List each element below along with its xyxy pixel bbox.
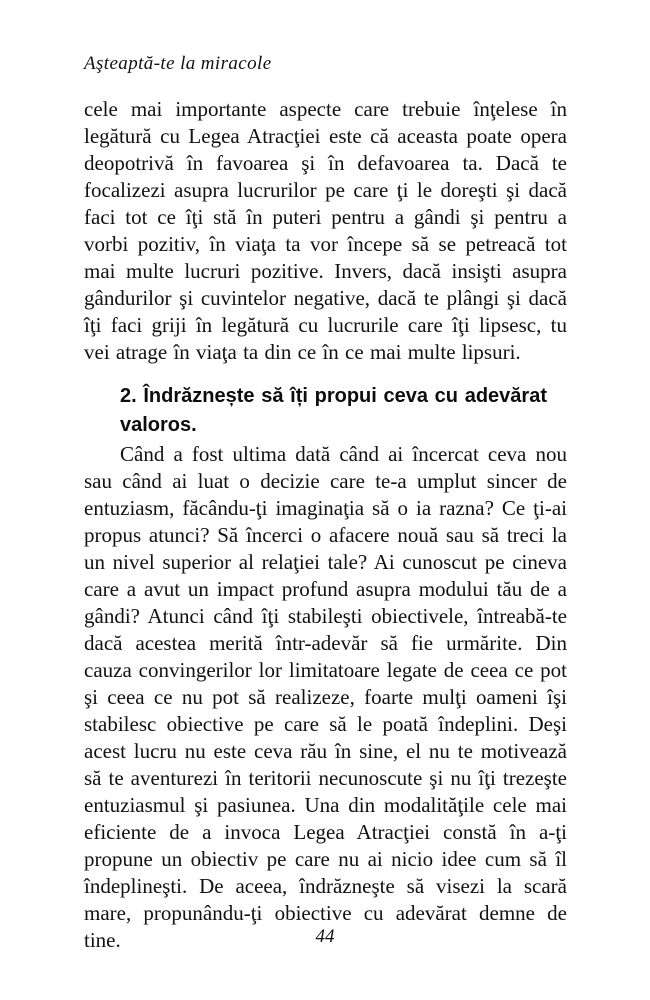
paragraph-continuation: cele mai importante aspecte care trebuie înţelese în legătură cu Legea Atracţiei este că aceasta poate opera deopotrivă în favoarea şi în defavoarea ta. Dacă te focalizezi asupra lucrurilor pe care ţi le doreşti şi dacă faci tot ce îţi stă în puteri pentru a gândi şi pentru a vorbi pozitiv, în viaţa ta vor începe să se petreacă tot mai multe lucruri pozitive. Invers, dacă insişti asupra gândurilor şi cuvintelor negative, dacă te plângi şi dacă îţi faci griji în legătură cu lucrurile care îţi lipsesc, tu vei atrage în viaţa ta din ce în ce mai multe lipsuri. bbox=[84, 97, 567, 364]
running-header: Aşteaptă-te la miracole bbox=[84, 53, 272, 74]
page-number: 44 bbox=[315, 926, 335, 947]
section-heading: 2. Îndrăznește să îți propui ceva cu adevărat valoros. bbox=[120, 385, 547, 436]
paragraph-body: Când a fost ultima dată când ai încercat ceva nou sau când ai luat o decizie care te-a umplut sincer de entuziasm, făcându-ţi imaginaţia să o ia razna? Ce ţi-ai propus atunci? Să încerci o afacere nouă sau să treci la un nivel superior al relaţiei tale? Ai cunoscut pe cineva care a avut un impact profund asupra modului tău de a gândi? Atunci când îţi stabileşti obiectivele, întreabă-te dacă acestea merită într-adevăr să fie urmărite. Din cauza convingerilor lor limitatoare legate de ceea ce pot şi ceea ce nu pot să realizeze, foarte mulţi oameni îşi stabilesc obiective pe care să le poată îndeplini. Deşi acest lucru nu este ceva rău în sine, el nu te motivează să te aventurezi în teritorii necunoscute şi nu îţi trezeşte entuziasmul şi pasiunea. Una din modalităţile cele mai eficiente de a invoca Legea Atracţiei constă în a-ţi propune un obiectiv pe care nu ai nicio idee cum să îl îndeplineşti. De aceea, îndrăzneşte să visezi la scară mare, propunându-ţi obiective cu adevărat demne de tine. bbox=[84, 442, 567, 952]
text-column bbox=[84, 96, 567, 954]
